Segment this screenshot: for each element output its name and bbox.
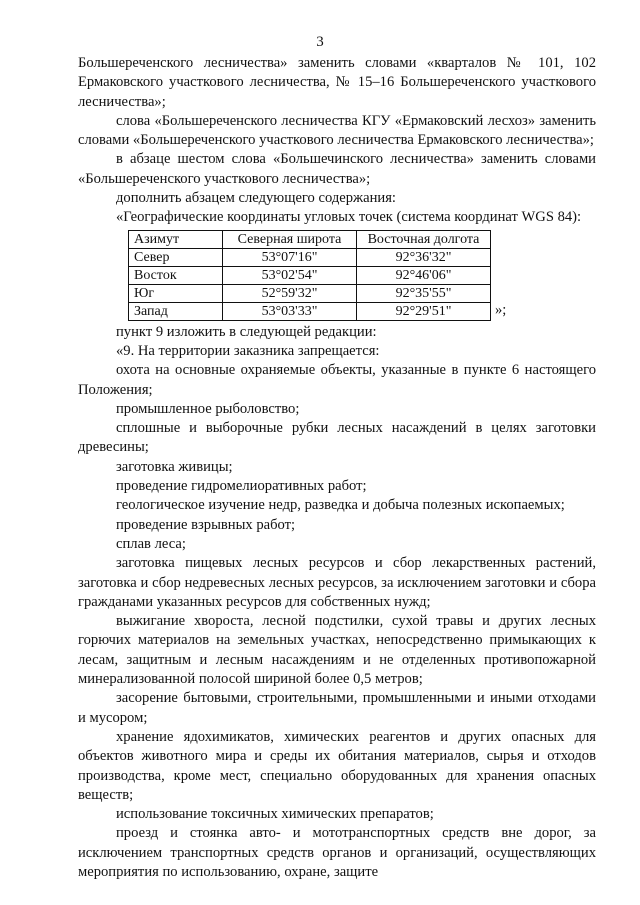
coordinates-table	[128, 230, 491, 321]
list-item: хранение ядохимикатов, химических реагентов и других опасных для объектов животного мира и среды их обитания материалов, сырья и отходов производства, кроме мест, специально оборудованных для хранения опасных веществ;	[78, 728, 596, 803]
document-body	[78, 54, 596, 882]
table-header-row	[129, 230, 491, 248]
page-number: 3	[316, 34, 324, 50]
list-item: проведение гидромелиоративных работ;	[116, 478, 367, 495]
table-row	[129, 302, 491, 320]
list-item: проведение взрывных работ;	[116, 516, 296, 533]
coordinates-table-block	[128, 230, 596, 321]
latitude-cell: 53°03'33"	[223, 302, 357, 320]
latitude-cell: 53°07'16"	[223, 248, 357, 266]
table-row	[129, 248, 491, 266]
longitude-cell: 92°36'32"	[357, 248, 491, 266]
list-item: выжигание хвороста, лесной подстилки, сухой травы и других лесных горючих материалов на земельных участках, непосредственно примыкающих к лесам, защитным и лесным насаждениям и не отделенных противопожарной минерализованной полосой шириной более 0,5 метров;	[78, 613, 596, 688]
table-row	[129, 284, 491, 302]
paragraph: пункт 9 изложить в следующей редакции:	[116, 323, 377, 340]
list-item: заготовка пищевых лесных ресурсов и сбор лекарственных растений, заготовка и сбор недревесных лесных ресурсов, за исключением заготовки и сбора гражданами указанных ресурсов для собственных нужд;	[78, 555, 596, 610]
list-item: засорение бытовыми, строительными, промышленными и иными отходами и мусором;	[78, 690, 596, 726]
paragraph: в абзаце шестом слова «Большечинского лесничества» заменить словами «Большереченского участкового лесничества»;	[78, 151, 596, 187]
header-longitude: Восточная долгота	[357, 230, 491, 248]
azimuth-cell: Запад	[129, 302, 223, 320]
list-item: использование токсичных химических препаратов;	[116, 806, 434, 823]
paragraph: «9. На территории заказника запрещается:	[116, 342, 380, 359]
table-closing-quote: »;	[495, 302, 507, 319]
paragraph: слова «Большереченского лесничества КГУ «Ермаковский лесхоз» заменить словами «Большереченского участкового лесничества Ермаковского лесничества»;	[78, 112, 596, 149]
azimuth-cell: Север	[129, 248, 223, 266]
paragraph: «Географические координаты угловых точек (система координат WGS 84):	[116, 209, 582, 226]
latitude-cell: 53°02'54"	[223, 266, 357, 284]
header-latitude: Северная широта	[223, 230, 357, 248]
azimuth-cell: Восток	[129, 266, 223, 284]
paragraph: дополнить абзацем следующего содержания:	[116, 190, 396, 207]
azimuth-cell: Юг	[129, 284, 223, 302]
list-item: сплав леса;	[116, 535, 186, 552]
list-item: охота на основные охраняемые объекты, указанные в пункте 6 настоящего Положения;	[78, 362, 596, 398]
latitude-cell: 52°59'32"	[223, 284, 357, 302]
table-row	[129, 266, 491, 284]
list-item: геологическое изучение недр, разведка и добыча полезных ископаемых;	[116, 497, 565, 514]
longitude-cell: 92°35'55"	[357, 284, 491, 302]
longitude-cell: 92°46'06"	[357, 266, 491, 284]
list-item: проезд и стоянка авто- и мототранспортных средств вне дорог, за исключением транспортных средств органов и организаций, осуществляющих мероприятия по использованию, охране, защите	[78, 825, 596, 880]
list-item: промышленное рыболовство;	[116, 400, 300, 417]
header-azimuth: Азимут	[129, 230, 223, 248]
list-item: сплошные и выборочные рубки лесных насаждений в целях заготовки древесины;	[78, 420, 596, 456]
longitude-cell: 92°29'51"	[357, 302, 491, 320]
list-item: заготовка живицы;	[116, 458, 233, 475]
paragraph: Большереченского лесничества» заменить словами «кварталов № 101, 102 Ермаковского участкового лесничества, № 15–16 Большереченского участкового лесничества»;	[78, 55, 596, 110]
